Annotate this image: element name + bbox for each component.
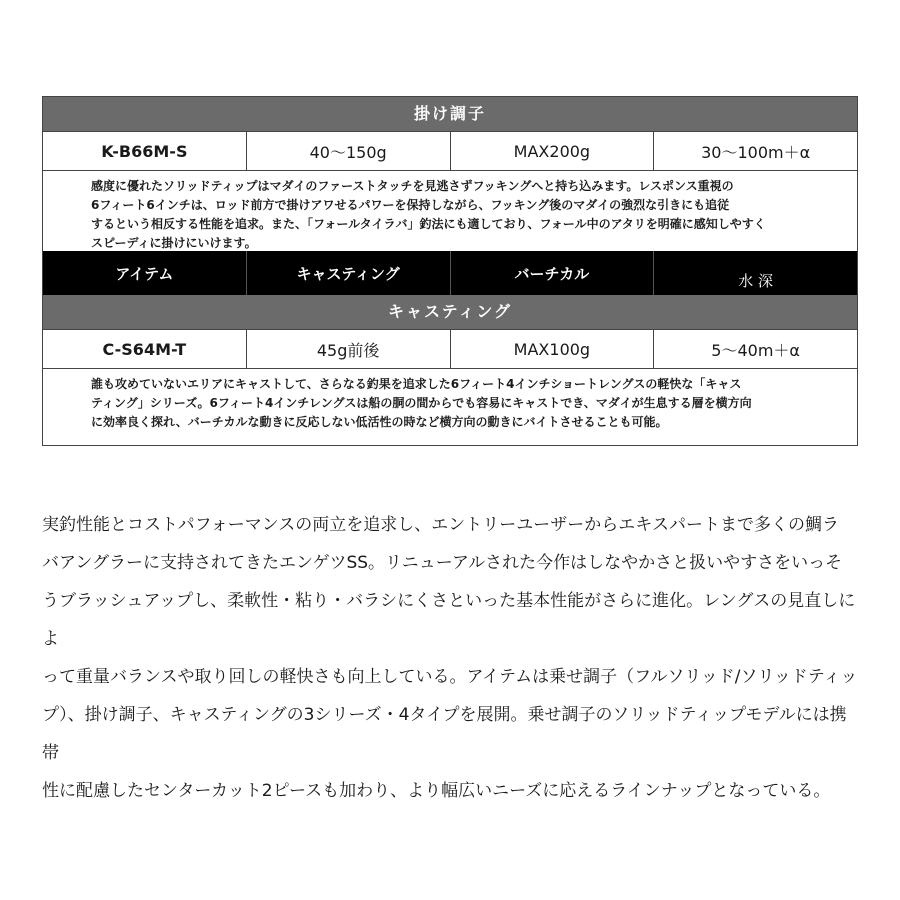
casting-weight: 45g前後	[246, 330, 450, 368]
description-k-b66m-s	[43, 171, 857, 251]
description-line: するという相反する性能を追求。また、「フォールタイラバ」釣法にも適しており、フォール中のアタリを明確に感知しやすく	[91, 217, 766, 231]
header-item: アイテム	[115, 264, 174, 283]
water-depth: 30～100m＋α	[653, 132, 857, 170]
casting-weight: 40～150g	[246, 132, 450, 170]
description-line: ティング」シリーズ。6フィート4インチレングスは船の胴の間からでも容易にキャストでき、マダイが生息する層を横方向	[91, 396, 752, 410]
description-line: 感度に優れたソリッドティップはマダイのファーストタッチを見逃さずフッキングへと持ち込みます。レスポンス重視の	[91, 179, 734, 193]
intro-line: って重量バランスや取り回しの軽快さも向上している。アイテムは乗せ調子（フルソリッド/ソリッドティッ	[42, 667, 858, 687]
header-casting: キャスティング	[246, 251, 450, 295]
spec-row-k-b66m-s	[43, 131, 857, 171]
section-header-casting: キャスティング	[43, 295, 857, 329]
spec-row-c-s64m-t	[43, 329, 857, 369]
description-line: 誰も攻めていないエリアにキャストして、さらなる釣果を追求した6フィート4インチショートレングスの軽快な「キャス	[91, 377, 742, 391]
header-vertical: バーチカル	[450, 251, 654, 295]
intro-line: バアングラーに支持されてきたエンゲツSS。リニューアルされた今作はしなやかさと扱いやすさをいっそ	[42, 553, 843, 573]
intro-line: プ）、掛け調子、キャスティングの3シリーズ・4タイプを展開。乗せ調子のソリッドティップモデルには携帯	[42, 705, 847, 763]
spec-table	[42, 96, 858, 446]
model-name: C-S64M-T	[102, 339, 187, 359]
header-depth: 水 深	[653, 251, 857, 295]
intro-line: うブラッシュアップし、柔軟性・粘り・バラシにくさといった基本性能がさらに進化。レングスの見直しによ	[42, 591, 856, 649]
intro-line: 実釣性能とコストパフォーマンスの両立を追求し、エントリーユーザーからエキスパートまで多くの鯛ラ	[42, 515, 839, 535]
intro-line: 性に配慮したセンターカット2ピースも加わり、より幅広いニーズに応えるラインナップとなっている。	[42, 781, 831, 801]
vertical-max: MAX100g	[450, 330, 654, 368]
intro-paragraph	[42, 506, 862, 810]
model-name: K-B66M-S	[101, 141, 188, 161]
description-line: 6フィート6インチは、ロッド前方で掛けアワせるパワーを保持しながら、フッキング後のマダイの強烈な引きにも追従	[91, 198, 730, 212]
description-c-s64m-t	[43, 369, 857, 445]
description-line: に効率良く探れ、バーチカルな動きに反応しない低活性の時など横方向の動きにバイトさせることも可能。	[91, 415, 668, 429]
vertical-max: MAX200g	[450, 132, 654, 170]
water-depth: 5～40m＋α	[653, 330, 857, 368]
description-line: スピーディに掛けにいけます。	[91, 236, 257, 250]
section-header-kake: 掛け調子	[43, 97, 857, 131]
column-header-row	[43, 251, 857, 295]
